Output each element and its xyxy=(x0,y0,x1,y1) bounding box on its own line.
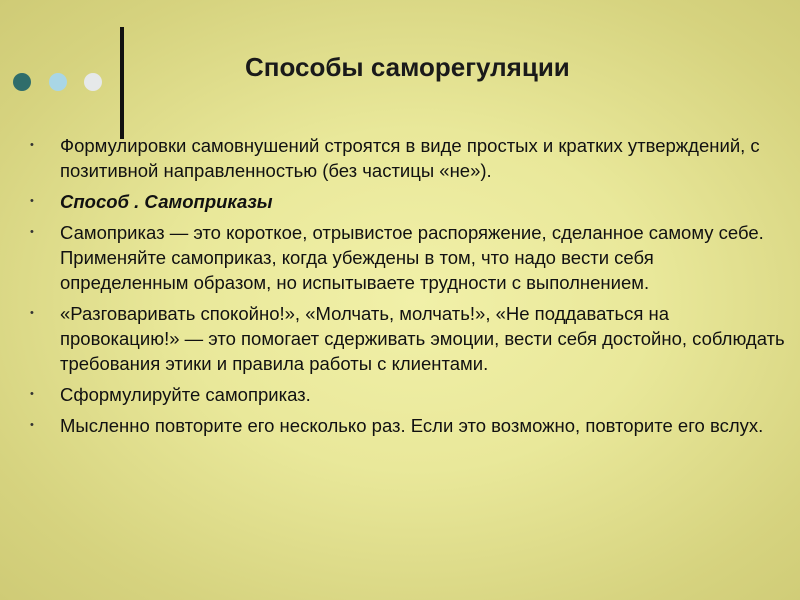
slide-title: Способы саморегуляции xyxy=(245,52,570,82)
bullet-item xyxy=(30,220,786,295)
bullet-text: Способ . Самоприказы xyxy=(60,191,273,212)
bullet-item xyxy=(30,382,786,407)
bullet-item xyxy=(30,301,786,376)
bullet-text: Сформулируйте самоприказ. xyxy=(60,384,311,405)
bullet-item xyxy=(30,133,786,183)
bullet-marker-icon: • xyxy=(30,139,34,151)
bullet-text: Мысленно повторите его несколько раз. Если это возможно, повторите его вслух. xyxy=(60,415,764,436)
bullet-marker-icon: • xyxy=(30,307,34,319)
bullet-marker-icon: • xyxy=(30,195,34,207)
bullet-text: Самоприказ — это короткое, отрывистое распоряжение, сделанное самому себе. Применяйте самоприказ, когда убеждены в том, что надо вести себя определенным образом, но испытываете трудности с выполнением. xyxy=(60,222,764,293)
bullet-marker-icon: • xyxy=(30,226,34,238)
dot-1-icon xyxy=(13,73,31,91)
bullet-marker-icon: • xyxy=(30,388,34,400)
bullet-list xyxy=(30,133,786,444)
bullet-item xyxy=(30,189,786,214)
bullet-text: Формулировки самовнушений строятся в виде простых и кратких утверждений, с позитивной направленностью (без частицы «не»). xyxy=(60,135,760,181)
bullet-item xyxy=(30,413,786,438)
dot-2-icon xyxy=(49,73,67,91)
decorative-dots xyxy=(13,73,105,93)
bullet-marker-icon: • xyxy=(30,419,34,431)
vertical-divider xyxy=(120,27,124,139)
dot-3-icon xyxy=(84,73,102,91)
bullet-text: «Разговаривать спокойно!», «Молчать, молчать!», «Не поддаваться на провокацию!» — это помогает сдерживать эмоции, вести себя достойно, соблюдать требования этики и правила работы с клиентами. xyxy=(60,303,785,374)
